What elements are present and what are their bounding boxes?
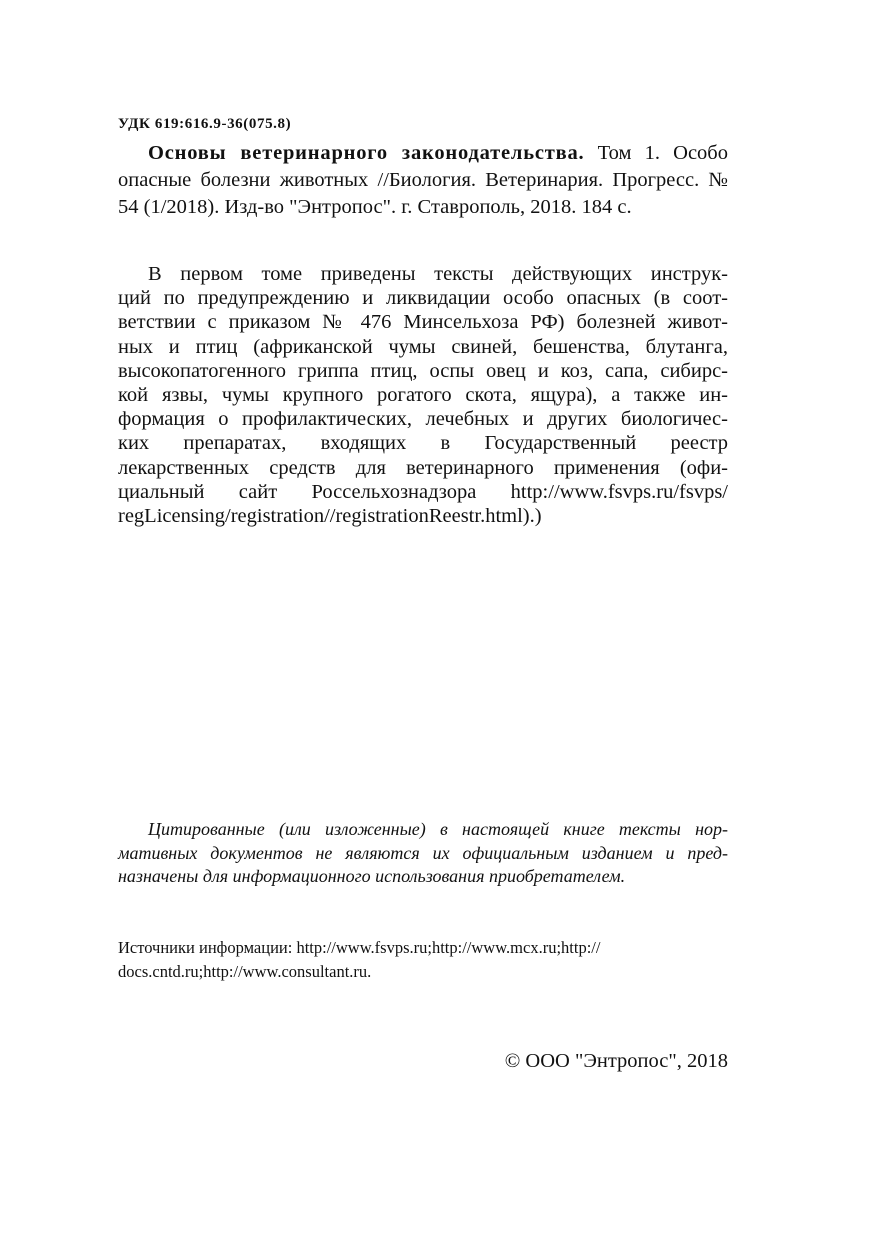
abstract-line: кой язвы, чумы крупного рогатого скота, ящура), а также ин-: [118, 384, 728, 407]
udc-code: УДК 619:616.9-36(075.8): [118, 116, 292, 132]
abstract-line: ций по предупреждению и ликвидации особо опасных (в соот-: [118, 287, 728, 310]
disclaimer-line: мативных документов не являются их официальным изданием и пред-: [118, 842, 728, 863]
bibliographic-record: [118, 140, 728, 221]
abstract-line: В первом томе приведены тексты действующих инструк-: [148, 263, 728, 285]
disclaimer-line: назначены для информационного использования приобретателем.: [118, 866, 626, 886]
abstract-line: лекарственных средств для ветеринарного применения (офи-: [118, 456, 728, 479]
disclaimer-line: Цитированные (или изложенные) в настоящей книге тексты нор-: [148, 819, 728, 839]
book-title: Основы ветеринарного законодательства.: [148, 142, 585, 164]
bibliographic-details: Том 1. Особо опасные болезни животных //Биология. Ветеринария. Прогресс. № 54 (1/2018). Изд-во "Энтропос". г. Ставрополь, 2018. 184 с.: [118, 142, 728, 218]
sources-line: Источники информации: http://www.fsvps.ru;http://www.mcx.ru;http://: [118, 938, 601, 957]
sources-line: docs.cntd.ru;http://www.consultant.ru.: [118, 962, 372, 981]
information-sources: [118, 936, 728, 984]
abstract-line: ких препаратах, входящих в Государственный реестр: [118, 432, 728, 455]
abstract-line: ветствии с приказом № 476 Минсельхоза РФ) болезней живот-: [118, 311, 728, 334]
abstract-line: циальный сайт Россельхознадзора http://www.fsvps.ru/fsvps/: [118, 480, 728, 503]
copyright-notice: © ООО "Энтропос", 2018: [504, 1050, 728, 1072]
disclaimer: [118, 818, 728, 889]
abstract-line: высокопатогенного гриппа птиц, оспы овец и коз, сапа, сибирс-: [118, 359, 728, 382]
abstract: [118, 262, 728, 528]
abstract-line: regLicensing/registration//registrationReestr.html).): [118, 505, 542, 528]
abstract-line: формация о профилактических, лечебных и других биологичес-: [118, 408, 728, 431]
abstract-line: ных и птиц (африканской чумы свиней, бешенства, блутанга,: [118, 335, 728, 358]
